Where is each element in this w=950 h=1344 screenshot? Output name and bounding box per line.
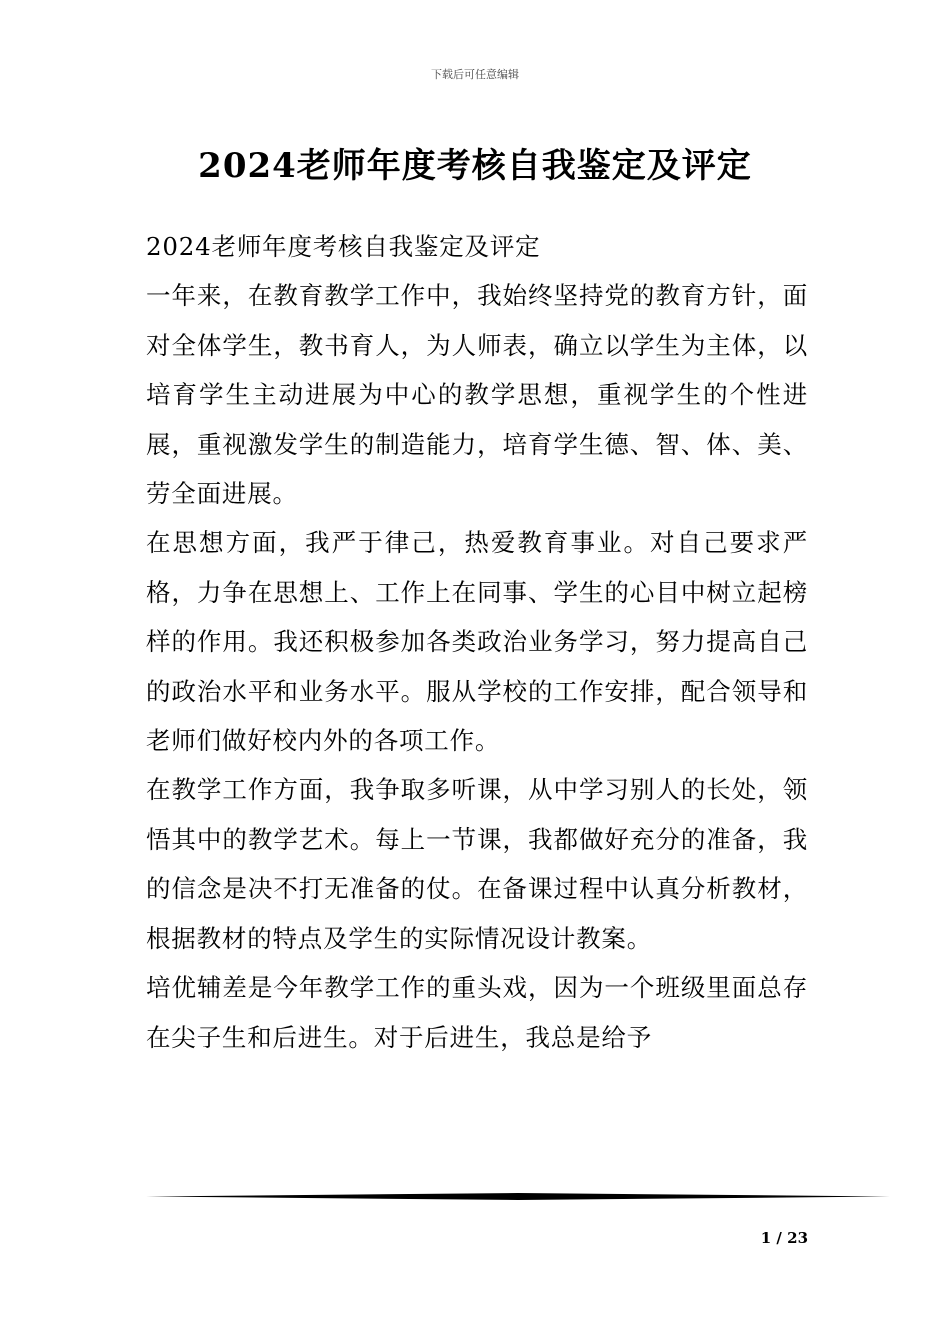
paragraph-ideology: 在思想方面，我严于律己，热爱教育事业。对自己要求严格，力争在思想上、工作上在同事、学生的心目中树立起榜样的作用。我还积极参加各类政治业务学习，努力提高自己的政治水平和业务水平。服从学校的工作安排，配合领导和老师们做好校内外的各项工作。 [146, 528, 808, 756]
footer-divider [146, 1193, 890, 1200]
document-body [146, 222, 808, 1062]
paragraph-intro: 一年来，在教育教学工作中，我始终坚持党的教育方针，面对全体学生，教书育人，为人师表，确立以学生为主体，以培育学生主动进展为中心的教学思想，重视学生的个性进展，重视激发学生的制造能力，培育学生德、智、体、美、劳全面进展。 [146, 281, 808, 509]
document-title: 2024老师年度考核自我鉴定及评定 [198, 146, 752, 186]
download-note: 下载后可任意编辑 [431, 68, 519, 81]
page-number: 1 / 23 [760, 1229, 808, 1247]
paragraph-tutoring: 培优辅差是今年教学工作的重头戏，因为一个班级里面总存在尖子生和后进生。对于后进生，我总是给予 [146, 973, 808, 1052]
paragraph-teaching: 在教学工作方面，我争取多听课，从中学习别人的长处，领悟其中的教学艺术。每上一节课，我都做好充分的准备，我的信念是决不打无准备的仗。在备课过程中认真分析教材，根据教材的特点及学生的实际情况设计教案。 [146, 775, 808, 953]
paragraph-subtitle: 2024老师年度考核自我鉴定及评定 [146, 232, 541, 261]
